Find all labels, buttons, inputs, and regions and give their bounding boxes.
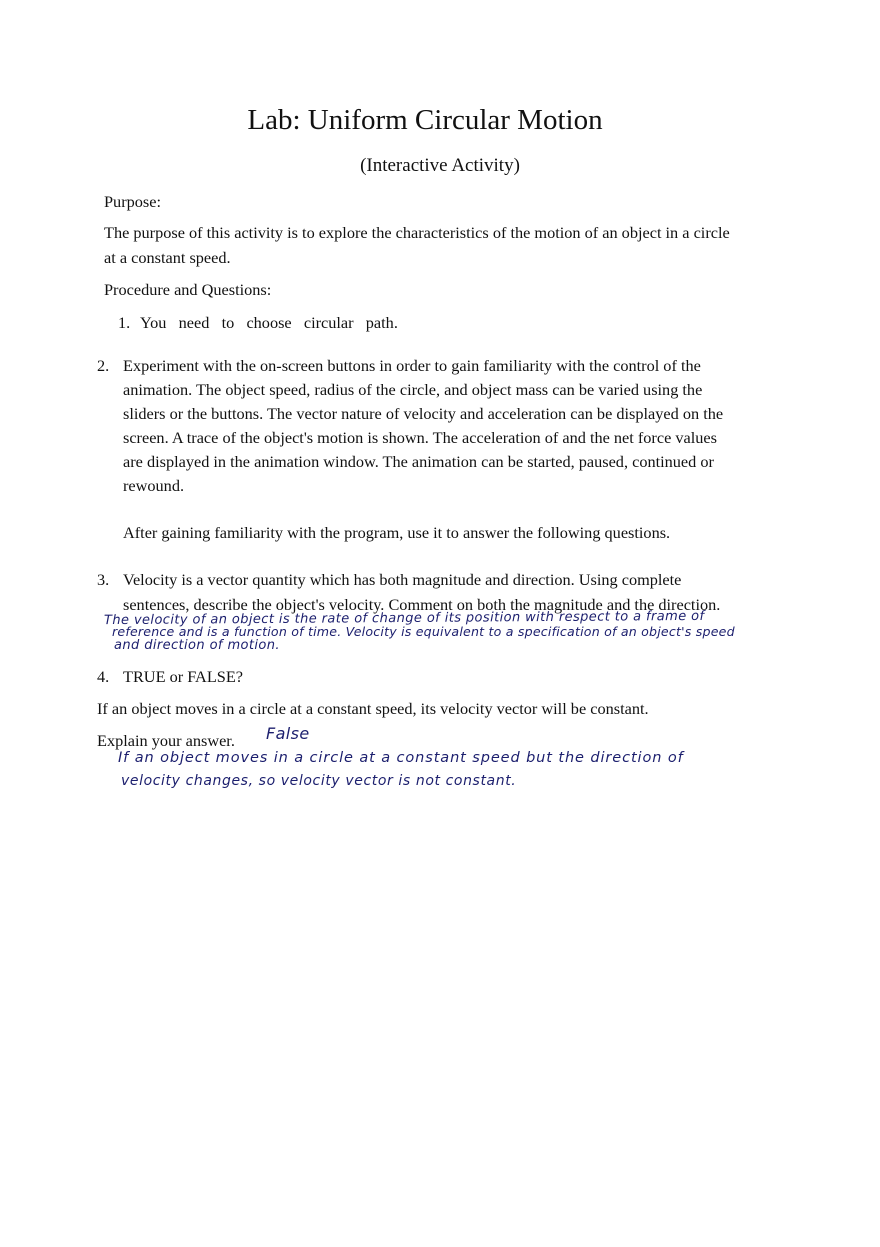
item-1-number: 1.	[118, 313, 131, 332]
item-2-number: 2.	[97, 356, 110, 375]
item-1-text: You need to choose circular path.	[140, 313, 398, 332]
page-subtitle: (Interactive Activity)	[360, 155, 520, 176]
item-4-number: 4.	[97, 667, 110, 686]
procedure-heading: Procedure and Questions:	[104, 280, 272, 299]
item-3-number: 3.	[97, 570, 110, 589]
item-2-line: sliders or the buttons. The vector nature of velocity and acceleration can be displayed on the	[123, 404, 724, 423]
handwritten-answer-3-line: reference and is a function of time. Velocity is equivalent to a specification of an object's speed	[112, 624, 735, 639]
handwritten-answer-3-line: and direction of motion.	[114, 638, 280, 653]
handwritten-answer-4-line: velocity changes, so velocity vector is not constant.	[121, 773, 517, 789]
page-title: Lab: Uniform Circular Motion	[247, 104, 603, 136]
item-4-statement: If an object moves in a circle at a constant speed, its velocity vector will be constant.	[97, 699, 649, 718]
item-2-line: Experiment with the on-screen buttons in order to gain familiarity with the control of the	[123, 356, 701, 375]
handwritten-answer-3-line: The velocity of an object is the rate of change of its position with respect to a frame of	[103, 608, 705, 629]
item-3-line: Velocity is a vector quantity which has both magnitude and direction. Using complete	[123, 570, 682, 589]
purpose-text-line-1: The purpose of this activity is to explore the characteristics of the motion of an object in a circle	[104, 223, 730, 242]
item-2-after-text: After gaining familiarity with the program, use it to answer the following questions.	[123, 523, 671, 542]
item-2-line: rewound.	[123, 476, 185, 495]
purpose-text-line-2: at a constant speed.	[104, 248, 231, 267]
handwritten-answer-4-line: If an object moves in a circle at a constant speed but the direction of	[118, 750, 684, 766]
item-4-text: TRUE or FALSE?	[123, 667, 243, 686]
handwritten-answer-4-verdict: False	[266, 724, 310, 743]
item-2-line: screen. A trace of the object's motion is shown. The acceleration of and the net force values	[123, 428, 717, 447]
item-4-explain-label: Explain your answer.	[97, 731, 235, 750]
item-3-line: sentences, describe the object's velocity. Comment on both the magnitude and the direction.	[123, 595, 721, 614]
item-2-line: animation. The object speed, radius of the circle, and object mass can be varied using the	[123, 380, 703, 399]
purpose-heading: Purpose:	[104, 192, 161, 211]
item-2-line: are displayed in the animation window. The animation can be started, paused, continued or	[123, 452, 714, 471]
